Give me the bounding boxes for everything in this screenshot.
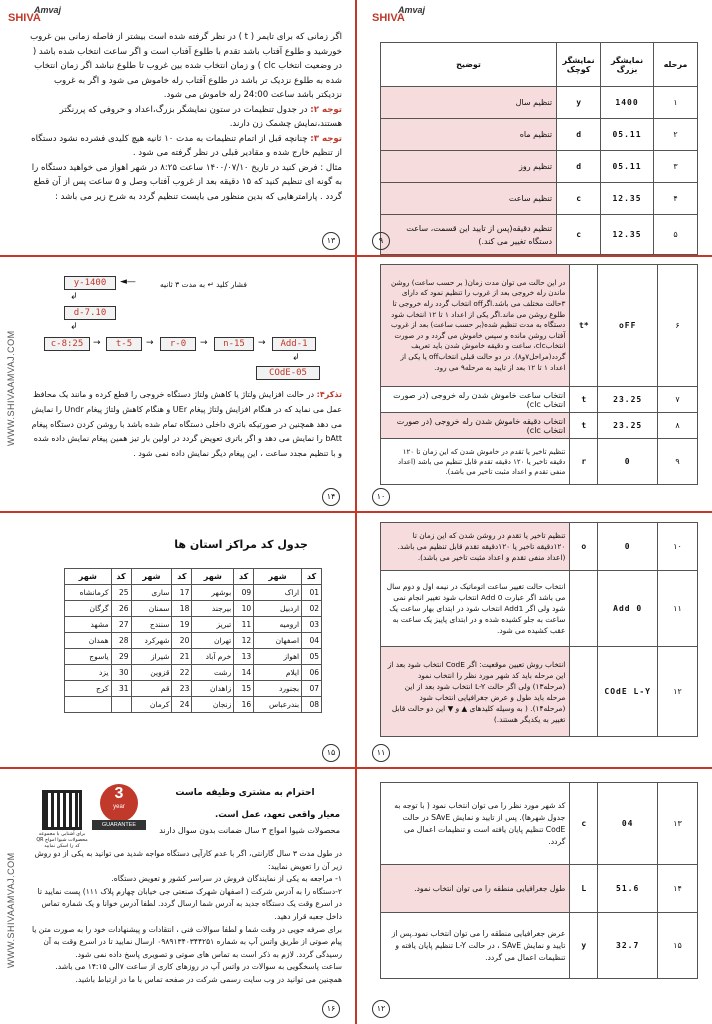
row-step: ۱۰ [658, 523, 698, 571]
header-small-display: نمایشگر کوچک [557, 43, 601, 87]
row-small [570, 571, 598, 647]
city-name: تهران [192, 633, 234, 649]
motto: معیار واقعی تعهد، عمل است. [215, 810, 340, 820]
page-number: ۹ [372, 232, 390, 250]
row-step: ۴ [653, 183, 697, 215]
city-code: 01 [302, 585, 322, 601]
note-text: چنانچه قبل از اتمام تنظیمات به مدت ۱۰ ثانیه هیچ کلیدی فشرده نشود دستگاه از تنظیم خارج شده و مقادیر قبلی در نظر گرفته می شود . [31, 133, 342, 158]
city-code: 14 [234, 665, 254, 681]
row-big: 05.11 [601, 119, 654, 151]
table-row [65, 665, 322, 681]
page-number: ۱۲ [372, 1000, 390, 1018]
arrow-icon: → [146, 338, 154, 348]
note-label: تذکر۴: [316, 390, 342, 399]
row-small: c [570, 783, 598, 865]
city-table-title: جدول کد مراکز استان ها [174, 538, 308, 551]
row-desc: عرض جغرافیایی منطقه را می توان انتخاب نمود.پس از تایید و نمایش SAvE ، در حالت L-Y تنظیم پایان یافته و تنظیمات اعمال می گردد. [381, 913, 570, 979]
row-desc: انتخاب روش تعیین موقعیت: اگر CodE انتخاب شود بعد از این مرحله باید کد شهر مورد نظر را انتخاب نمود (مرحله۱۳) ولی اگر حالت L-Y انتخاب شود بعد از این مرحله باید طول و عرض جغرافیایی انتخاب شود (مرحله۱۴). ( به وسیله کلیدهای ▲ و ▼ این دو حالت قابل تغییر به یکدیگر هستند.) [381, 647, 570, 737]
city-name: تبریز [192, 617, 234, 633]
enter-arrow-icon: ↲ [70, 292, 78, 302]
row-step: ۸ [658, 413, 698, 439]
city-name: بوشهر [192, 585, 234, 601]
display-step-clock: c-8:25 [44, 337, 90, 351]
city-name: ساری [131, 585, 172, 601]
city-name: زاهدان [192, 681, 234, 697]
enter-arrow-icon: ↲ [70, 322, 78, 332]
row-small: y [557, 87, 601, 119]
header-step: مرحله [653, 43, 697, 87]
page-16 [0, 768, 356, 1024]
city-code: 15 [234, 681, 254, 697]
row-step: ۲ [653, 119, 697, 151]
arrow-icon: → [93, 338, 101, 348]
page-9 [356, 0, 712, 256]
row-big: 51.6 [598, 865, 658, 913]
row-desc: انتخاب ساعت خاموش شدن رله خروجی (در صورت انتخاب clc) [381, 387, 570, 413]
row-desc: کد شهر مورد نظر را می توان انتخاب نمود ( با توجه به جدول شهرها). پس از تایید و نمایش SAvE در حالت CodE تنظیم پایان یافته است و تنظیمات اعمال می گردد. [381, 783, 570, 865]
city-code: 10 [234, 601, 254, 617]
watermark: WWW.SHIVAAMVAJ.COM [6, 852, 16, 968]
city-code: 13 [234, 649, 254, 665]
city-code: 24 [172, 697, 192, 713]
header-code: کد [111, 569, 131, 585]
city-name: سنندج [131, 617, 172, 633]
row-big: COdE L-Y [598, 647, 658, 737]
row-desc: انتخاب دقیقه خاموش شدن رله خروجی (در صورت انتخاب clc) [381, 413, 570, 439]
row-big: 0 [598, 523, 658, 571]
header-city: شهر [192, 569, 234, 585]
city-name: اصفهان [254, 633, 302, 649]
row-big: 04 [598, 783, 658, 865]
city-name: اراک [254, 585, 302, 601]
city-name: مشهد [65, 617, 112, 633]
city-code: 26 [111, 601, 131, 617]
settings-table [380, 264, 698, 485]
city-code: 25 [111, 585, 131, 601]
row-desc: طول جغرافیایی منطقه را می توان انتخاب نمود. [381, 865, 570, 913]
city-code [111, 697, 131, 713]
city-code: 17 [172, 585, 192, 601]
header-big-display: نمایشگر بزرگ [601, 43, 654, 87]
row-big: 0 [598, 439, 658, 485]
city-name: بندرعباس [254, 697, 302, 713]
city-name: یزد [65, 665, 112, 681]
city-name: کرمانشاه [65, 585, 112, 601]
city-name: گرگان [65, 601, 112, 617]
row-step: ۱۱ [658, 571, 698, 647]
page-16-title: احترام به مشتری وظیفه ماست [175, 788, 315, 798]
page-number: ۱۵ [322, 744, 340, 762]
page-number: ۱۳ [322, 232, 340, 250]
city-code: 19 [172, 617, 192, 633]
row-big: Add 0 [598, 571, 658, 647]
page-11 [356, 512, 712, 768]
row-small: d [557, 151, 601, 183]
row-big: 12.35 [601, 215, 654, 255]
page-15 [0, 512, 356, 768]
header-code: کد [172, 569, 192, 585]
header-code: کد [234, 569, 254, 585]
city-code: 12 [234, 633, 254, 649]
row-big: 12.35 [601, 183, 654, 215]
qr-caption: برای آشنایی با مجموعه محصولات شیوا امواج QR کد را اسکن نمایید [36, 832, 88, 849]
page-14 [0, 256, 356, 512]
row-desc: در این حالت می توان مدت زمان( بر حسب ساعت) روشن ماندن رله خروجی بعد از غروب را تنظیم نمود که دارای ۳حالت مختلف می باشد.اگرoff انتخاب گردد رله خروجی تا طلوع روشن می ماند.اگر یکی از اعداد ۱ تا ۱۲ انتخاب شود دستگاه به مدت تنظیم شده(بر حسب ساعت) بعد از غروب آفتاب روشن مانده و سپس خاموش می گردد و در صورت انتخابclc، ساعت و دقیقه خاموش شدن باید تعریف گردد(مراحل۷و۸). در دو حالت قبلی انتخابoff یا یکی از اعداد ۱ تا ۱۲ بعد از تایید به مرحله۹ می رود. [381, 265, 570, 387]
arrow-icon: → [258, 338, 266, 348]
city-name: یاسوج [65, 649, 112, 665]
city-name: همدان [65, 633, 112, 649]
city-name [65, 697, 112, 713]
row-small: d [557, 119, 601, 151]
settings-table [380, 782, 698, 979]
city-code: 16 [234, 697, 254, 713]
row-big: 1400 [601, 87, 654, 119]
paragraph: اگر زمانی که برای تایمر ( t ) در نظر گرفته شده است بیشتر از فاصله زمانی بین غروب خورشید و طلوع آفتاب باشد تقدم با طلوع آفتاب است و اگر ساعت انتخاب شده باشد ( در وضعیت انتخاب clc ) و زمان انتخاب شده بین غروب تا طلوع نباشد اگر زمان انتخاب شده به طلوع نزدیک تر باشد در طلوع آفتاب رله خاموش می شود و اگر به غروب نزدیکتر باشد ساعت 24:00 رله خاموش می شود. [30, 32, 342, 100]
city-name: ارومیه [254, 617, 302, 633]
row-step: ۱۴ [658, 865, 698, 913]
brand-logo: SHIVA Amvaj [8, 5, 62, 24]
settings-table [380, 522, 698, 737]
city-code: 31 [111, 681, 131, 697]
table-row [65, 697, 322, 713]
guarantee-ribbon: GUARANTEE [92, 820, 146, 830]
city-name: بجنورد [254, 681, 302, 697]
city-code: 07 [302, 681, 322, 697]
note-text: در حالت افزایش ولتاژ یا کاهش ولتاژ دستگاه خروجی را قطع کرده و مانند یک محافظ عمل می نماید که در هنگام افزایش ولتاژ پیغام UEr و هنگام کاهش ولتاژ پیغام Undr را نمایش می دهد همچنین در صورتیکه باتری داخلی دستگاه تمام شده باشد با روشن کردن دستگاه پیغام bAtt را نمایش می دهد و اگر باتری تعویض گردد در اولین بار تیز همین پیغام نمایش داده شده و با تنظیم مجدد ساعت ، این پیغام دیگر نمایش داده نمی شود . [31, 390, 342, 459]
row-desc: تنظیم روز [381, 151, 557, 183]
city-code: 08 [302, 697, 322, 713]
row-big: 05.11 [601, 151, 654, 183]
row-small: t [570, 387, 598, 413]
table-row [65, 633, 322, 649]
header-city: شهر [131, 569, 172, 585]
row-step: ۹ [658, 439, 698, 485]
header-city: شهر [254, 569, 302, 585]
row-small: o [570, 523, 598, 571]
city-name: رشت [192, 665, 234, 681]
row-small: y [570, 913, 598, 979]
city-code-table [64, 568, 322, 713]
city-name: قزوین [131, 665, 172, 681]
row-big: 23.25 [598, 413, 658, 439]
page-number: ۱۰ [372, 488, 390, 506]
guarantee-badge: 3 year [100, 784, 138, 822]
city-name: شیراز [131, 649, 172, 665]
note-label: توجه ۳: [310, 133, 342, 144]
row-desc: تنظیم سال [381, 87, 557, 119]
city-name: خرم آباد [192, 649, 234, 665]
page-16-body [30, 848, 342, 987]
city-name: اردبیل [254, 601, 302, 617]
city-name: کرمان [131, 697, 172, 713]
display-step-code: COdE-05 [256, 366, 320, 380]
city-code: 29 [111, 649, 131, 665]
city-code: 20 [172, 633, 192, 649]
header-city: شهر [65, 569, 112, 585]
row-step: ۱۲ [658, 647, 698, 737]
row-desc: تنظیم ساعت [381, 183, 557, 215]
header-desc: توضیح [381, 43, 557, 87]
city-code: 18 [172, 601, 192, 617]
city-name: سمنان [131, 601, 172, 617]
city-code: 27 [111, 617, 131, 633]
row-step: ۱۳ [658, 783, 698, 865]
row-big: 23.25 [598, 387, 658, 413]
page-10 [356, 256, 712, 512]
display-step-offdelay: r-0 [160, 337, 196, 351]
row-desc: تنظیم تاخیر یا تقدم در روشن شدن که این زمان تا ۱۲۰دقیقه تاخیر یا ۱۲۰دقیقه تقدم قابل تنظیم می باشد.(اعداد منفی تقدم و اعداد مثبت تاخیر می باشد). [381, 523, 570, 571]
city-code: 23 [172, 681, 192, 697]
city-name: بیرجند [192, 601, 234, 617]
row-step: ۵ [653, 215, 697, 255]
display-step-dst: Add-1 [272, 337, 316, 351]
city-code: 04 [302, 633, 322, 649]
row-big: oFF [598, 265, 658, 387]
paragraph: در طول مدت ۳ سال گارانتی، اگر با عدم کارآیی دستگاه مواجه شدید می توانید به یکی از دو روش زیر آن را تعویض نمایید: [34, 849, 342, 871]
row-small: t* [570, 265, 598, 387]
city-code: 22 [172, 665, 192, 681]
table-row [65, 585, 322, 601]
city-code: 06 [302, 665, 322, 681]
city-code: 28 [111, 633, 131, 649]
header-code: کد [302, 569, 322, 585]
city-name: ایلام [254, 665, 302, 681]
list-item: ساعت پاسخگویی به سوالات در واتس آپ در روزهای کاری از ساعت ۷الی ۱۴:۱۵ می باشد. همچنین می توانید در وب سایت رسمی شرکت در صفحه تماس با ما در ارتباط باشید. [55, 962, 342, 984]
row-desc: انتخاب حالت تغییر ساعت اتوماتیک در نیمه اول و دوم سال می باشد اگر عبارت Add 0 انتخاب شود تغییر انجام نمی شود ولی اگر Add1 انتخاب شود در ابتدای بهار ساعت یک ساعت به جلو کشیده شده و در ابتدای پاییز یک ساعت به عقب کشیده می شود. [381, 571, 570, 647]
row-small: c [557, 183, 601, 215]
city-code: 03 [302, 617, 322, 633]
page-13 [0, 0, 356, 256]
example-paragraph: مثال : فرض کنید در تاریخ ۱۴۰۰/۰۷/۱۰ ساعت ۸:۲۵ در شهر اهواز می خواهید دستگاه را به گونه ای تنظیم کنید که ۱۵ دقیقه بعد از غروب آفتاب وصل و ۵ ساعت پس از آن قطع گردد . پارامترهایی که بدین منظور می بایست تنظیم گردد به شرح زیر می باشد : [31, 162, 342, 202]
display-step-ondelay: n-15 [214, 337, 254, 351]
qr-code [42, 790, 82, 830]
city-code: 30 [111, 665, 131, 681]
page-number: ۱۶ [322, 1000, 340, 1018]
row-step: ۳ [653, 151, 697, 183]
subtitle: محصولات شیوا امواج ۳ سال ضمانت بدون سوال دارند [159, 826, 340, 835]
city-code: 02 [302, 601, 322, 617]
row-step: ۷ [658, 387, 698, 413]
city-code: 05 [302, 649, 322, 665]
page-number: ۱۱ [372, 744, 390, 762]
press-label: فشار کلید ↵ به مدت ۳ ثانیه [160, 280, 247, 289]
brand-logo: SHIVA Amvaj [372, 5, 426, 24]
arrow-icon: ◄— [120, 277, 136, 287]
row-small: t [570, 413, 598, 439]
note-text: در جدول تنظیمات در ستون نمایشگر بزرگ،اعداد و حروفی که پررنگتر هستند،نمایش چشمک زن دارند. [59, 104, 342, 129]
table-row [65, 649, 322, 665]
row-small: L [570, 865, 598, 913]
row-small: c [557, 215, 601, 255]
settings-table [380, 42, 698, 255]
list-item: ۱- مراجعه به یکی از نمایندگان فروش در سراسر کشور و تعویض دستگاه. [111, 874, 342, 884]
city-code: 21 [172, 649, 192, 665]
row-desc: تنظیم ماه [381, 119, 557, 151]
city-name: قم [131, 681, 172, 697]
page-13-text [30, 30, 342, 204]
note-label: توجه ۲: [310, 104, 342, 115]
row-desc: تنظیم دقیقه(پس از تایید این قسمت، ساعت دستگاه تغییر می کند.) [381, 215, 557, 255]
display-step-year: y-1400 [64, 276, 116, 290]
row-step: ۱۵ [658, 913, 698, 979]
city-name: شهرکرد [131, 633, 172, 649]
city-name: زنجان [192, 697, 234, 713]
list-item: ۲-دستگاه را به آدرس شرکت ( اصفهان شهرک صنعتی جی خیابان چهارم پلاک ۱۱۱) پست نمایید تا در اسرع وقت یک دستگاه جدید به آدرس شما ارسال گردد. لطفا آدرس خوانا و یک شماره تماس داخل جعبه قرار دهید. [37, 886, 342, 921]
row-step: ۱ [653, 87, 697, 119]
row-small: r [570, 439, 598, 485]
watermark: WWW.SHIVAAMVAJ.COM [6, 330, 16, 446]
table-row [65, 601, 322, 617]
city-name: اهواز [254, 649, 302, 665]
enter-arrow-icon: ↲ [292, 353, 300, 363]
table-row [65, 681, 322, 697]
page-14-note [30, 388, 342, 462]
display-step-timer: t-5 [106, 337, 142, 351]
row-big: 32.7 [598, 913, 658, 979]
row-small [570, 647, 598, 737]
display-step-date: d-7.10 [64, 306, 116, 320]
table-row [65, 617, 322, 633]
city-code: 09 [234, 585, 254, 601]
page-12 [356, 768, 712, 1024]
city-name: کرج [65, 681, 112, 697]
list-item: برای صرفه جویی در وقت شما و لطفا سوالات فنی ، انتقادات و پیشنهادات خود را به صورت متن یا پیام صوتی از طریق واتس آپ به شماره ۰۹۸۹۱۳۴۰۳۴۴۲۵۱ ارسال نمایید تا در اسرع وقت به آن رسیدگی گردد. لازم به ذکر است به تماس های صوتی و تصویری پاسخ داده نمی شود. [31, 924, 342, 959]
row-desc: تنظیم تاخیر یا تقدم در خاموش شدن که این زمان تا ۱۲۰ دقیقه تاخیر یا ۱۲۰ دقیقه تقدم قابل تنظیم می باشد (اعداد منفی تقدم و اعداد مثبت تاخیر می باشد). [381, 439, 570, 485]
page-number: ۱۴ [322, 488, 340, 506]
arrow-icon: → [200, 338, 208, 348]
row-step: ۶ [658, 265, 698, 387]
city-code: 11 [234, 617, 254, 633]
